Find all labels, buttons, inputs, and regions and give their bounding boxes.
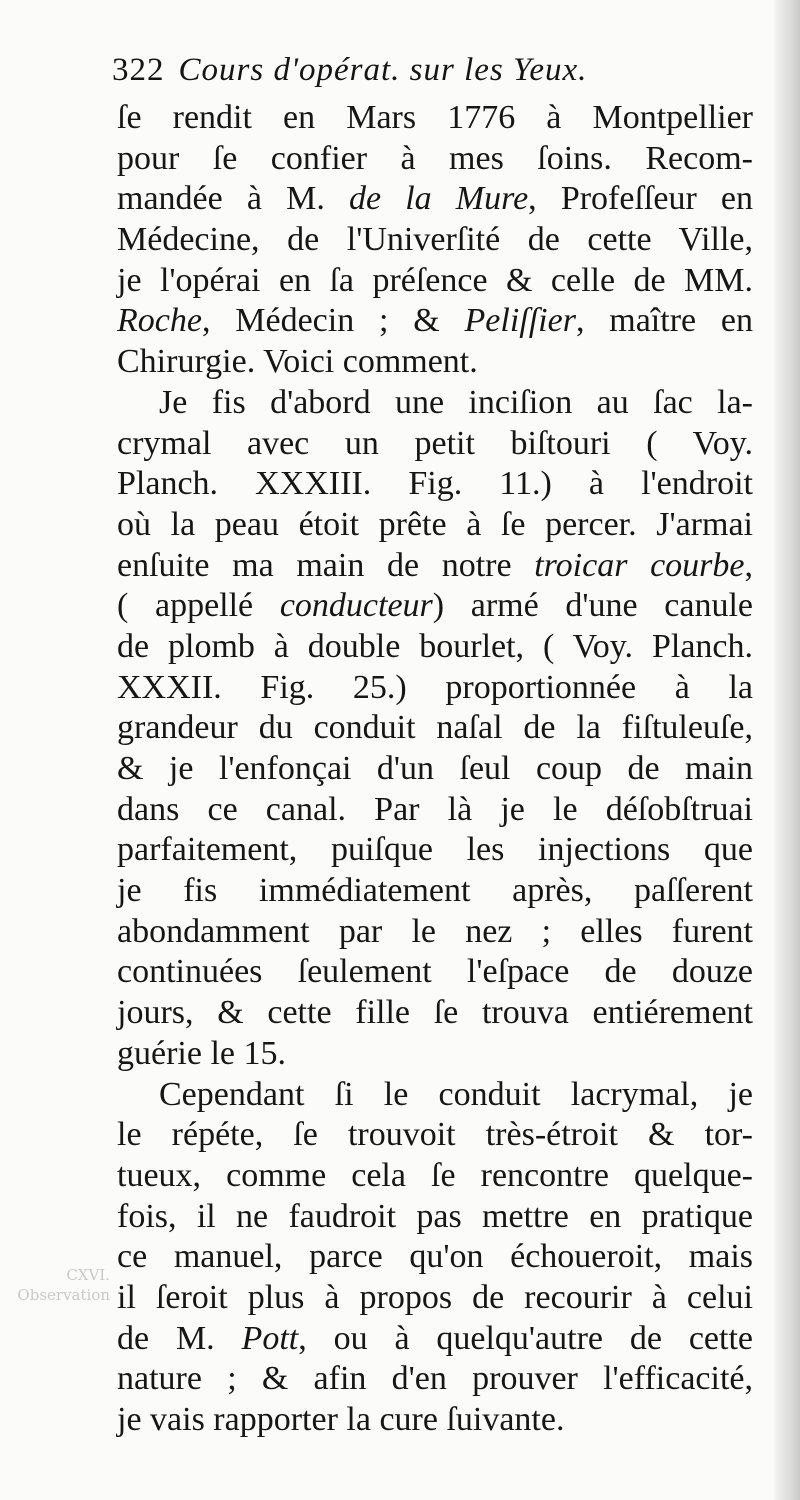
text-segment: mandée à M. bbox=[117, 180, 349, 218]
text-line bbox=[117, 383, 753, 424]
text-line bbox=[117, 586, 753, 627]
page-gutter-shadow bbox=[774, 0, 800, 1500]
text-line bbox=[117, 1156, 753, 1197]
text-line bbox=[117, 993, 753, 1034]
text-line bbox=[117, 912, 753, 953]
text-line bbox=[117, 1237, 753, 1278]
text-segment: fois, il ne faudroit pas mettre en pratique bbox=[117, 1197, 753, 1235]
italic-name: Pott bbox=[241, 1319, 299, 1357]
text-line bbox=[117, 546, 753, 587]
text-line bbox=[117, 790, 753, 831]
text-segment: Chirurgie. Voici comment. bbox=[117, 343, 478, 381]
text-line bbox=[117, 830, 753, 871]
text-segment: , Médecin ; & bbox=[201, 302, 465, 340]
text-segment: & je l'enfonçai d'un ſeul coup de main bbox=[117, 750, 753, 787]
text-segment: je l'opérai en ſa préſence & celle de MM. bbox=[117, 261, 753, 299]
text-segment: pour ſe confier à mes ſoins. Recom- bbox=[117, 139, 753, 177]
text-segment: Planch. XXXIII. Fig. 11.) à l'endroit bbox=[117, 465, 753, 503]
text-line bbox=[117, 179, 753, 220]
text-segment: jours, & cette fille ſe trouva entiérement bbox=[117, 994, 753, 1032]
text-segment: crymal avec un petit biſtouri ( Voy. bbox=[117, 424, 753, 462]
text-line bbox=[117, 220, 753, 261]
italic-name: Peliſſier bbox=[464, 302, 576, 340]
text-segment: , bbox=[744, 546, 753, 584]
text-segment: je fis immédiatement après, paſſerent bbox=[117, 872, 753, 910]
running-head bbox=[112, 52, 748, 89]
bleed-through-margin-note bbox=[10, 1265, 110, 1305]
text-line bbox=[117, 952, 753, 993]
text-segment: , Profeſſeur en bbox=[528, 180, 753, 218]
text-segment: je vais rapporter la cure ſuivante. bbox=[117, 1401, 565, 1438]
text-line bbox=[117, 424, 753, 465]
text-segment: ſe rendit en Mars 1776 à Montpellier bbox=[117, 99, 753, 136]
text-line bbox=[117, 1319, 753, 1360]
text-segment: où la peau étoit prête à ſe percer. J'armai bbox=[117, 505, 753, 543]
text-segment: parfaitement, puiſque les injections que bbox=[117, 831, 753, 869]
text-segment: il ſeroit plus à propos de recourir à celui bbox=[117, 1278, 753, 1316]
text-segment: de plomb à double bourlet, ( Voy. Planch. bbox=[117, 627, 753, 665]
text-segment: Médecine, de l'Univerſité de cette Ville, bbox=[117, 221, 753, 259]
text-segment: Cependant ſi le conduit lacrymal, je bbox=[159, 1075, 753, 1113]
text-line bbox=[117, 1197, 753, 1238]
text-segment: guérie le 15. bbox=[117, 1034, 286, 1072]
text-segment: nature ; & afin d'en prouver l'efficacité, bbox=[117, 1360, 753, 1398]
text-line bbox=[117, 1400, 753, 1441]
text-line bbox=[117, 668, 753, 709]
text-segment: grandeur du conduit naſal de la fiſtuleuſe, bbox=[117, 709, 753, 747]
margin-note-line-1: CXVI. bbox=[66, 1266, 110, 1284]
text-line bbox=[117, 627, 753, 668]
text-segment: de M. bbox=[117, 1319, 242, 1357]
text-segment: , maître en bbox=[575, 302, 754, 340]
text-line bbox=[117, 98, 753, 139]
running-title: Cours d'opérat. sur les Yeux. bbox=[178, 52, 588, 88]
text-line bbox=[117, 708, 753, 749]
italic-name: de la Mure bbox=[348, 180, 529, 218]
text-segment: Je fis d'abord une inciſion au ſac la- bbox=[159, 383, 753, 421]
text-line bbox=[117, 749, 753, 790]
page-number: 322 bbox=[112, 52, 165, 88]
body-text bbox=[117, 98, 753, 1441]
italic-name: Roche bbox=[117, 302, 202, 340]
text-line bbox=[117, 139, 753, 180]
text-line bbox=[117, 871, 753, 912]
text-line bbox=[117, 261, 753, 302]
text-segment: ( appellé bbox=[117, 587, 280, 625]
text-line bbox=[117, 1115, 753, 1156]
text-line bbox=[117, 342, 753, 383]
text-segment: tueux, comme cela ſe rencontre quelque- bbox=[117, 1156, 753, 1194]
text-segment: ) armé d'une canule bbox=[432, 587, 753, 625]
text-segment: le répéte, ſe trouvoit très-étroit & tor- bbox=[117, 1116, 753, 1154]
text-line bbox=[117, 1034, 753, 1075]
italic-name: conducteur bbox=[279, 587, 433, 625]
text-segment: ce manuel, parce qu'on échoueroit, mais bbox=[117, 1238, 753, 1276]
text-line bbox=[117, 1359, 753, 1400]
text-segment: enſuite ma main de notre bbox=[117, 546, 535, 584]
text-segment: continuées ſeulement l'eſpace de douze bbox=[117, 953, 753, 991]
text-segment: dans ce canal. Par là je le déſobſtruai bbox=[117, 790, 753, 828]
text-line bbox=[117, 1278, 753, 1319]
text-line bbox=[117, 505, 753, 546]
text-segment: abondamment par le nez ; elles furent bbox=[117, 912, 753, 950]
text-segment: XXXII. Fig. 25.) proportionnée à la bbox=[117, 668, 753, 706]
text-line bbox=[117, 301, 753, 342]
italic-name: troicar courbe bbox=[534, 546, 745, 584]
text-segment: , ou à quelqu'autre de cette bbox=[298, 1319, 753, 1357]
text-line bbox=[117, 1075, 753, 1116]
margin-note-line-2: Observation bbox=[17, 1286, 110, 1304]
text-line bbox=[117, 464, 753, 505]
